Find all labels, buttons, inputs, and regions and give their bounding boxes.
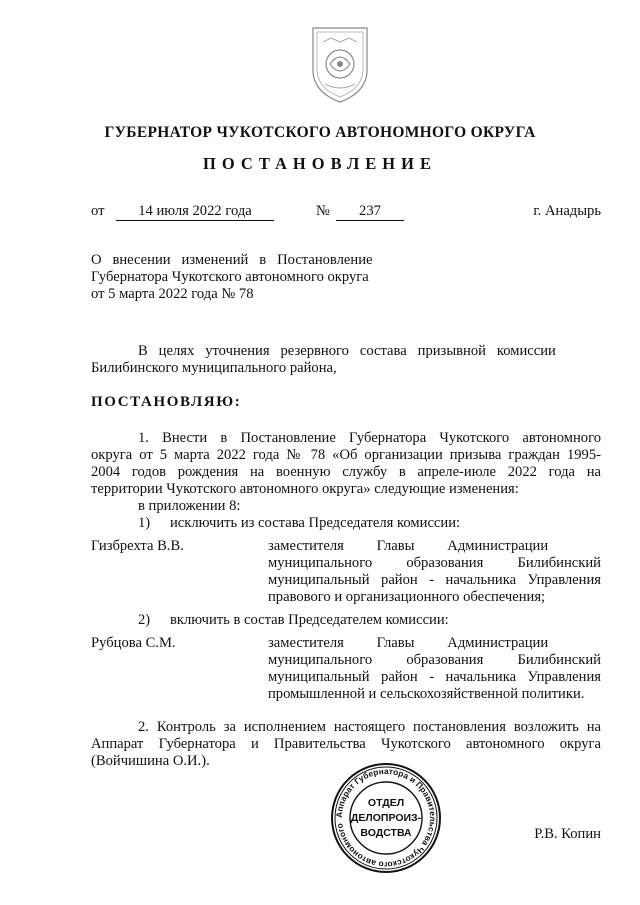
subitem2-number: 2): [138, 612, 151, 628]
person2-name: Рубцова С.М.: [91, 635, 176, 651]
item2-line-1: 2. Контроль за исполнением настоящего постановления возложить на: [138, 719, 601, 735]
item1-line-1: 1. Внести в Постановление Губернатора Чукотского автономного: [138, 430, 601, 446]
person1-position-line-4: правового и организационного обеспечения;: [268, 589, 546, 605]
preamble-line-2: Билибинского муниципального района,: [91, 360, 337, 376]
subitem1-number: 1): [138, 515, 151, 531]
person1-position-line-2: муниципального образования Билибинский: [268, 555, 601, 571]
item1-line-3: 2004 годов рождения на военную службу в апреле-июле 2022 года на: [91, 464, 601, 480]
subitem1-text: исключить из состава Председателя комиссии:: [170, 515, 461, 531]
person1-position-line-3: муниципальный район - начальника Управления: [268, 572, 601, 588]
person2-position-line-1: заместителя Главы Администрации: [268, 635, 549, 651]
subitem2-text: включить в состав Председателем комиссии:: [170, 612, 449, 628]
coat-of-arms-emblem: [307, 22, 373, 106]
number-label: №: [316, 203, 330, 219]
person2-position-line-2: муниципального образования Билибинский: [268, 652, 601, 668]
item1-line-4: территории Чукотского автономного округа» следующие изменения:: [91, 481, 519, 497]
document-number: 237: [336, 203, 404, 221]
subject-line-1: О внесении изменений в Постановление: [91, 252, 373, 268]
preamble-line-1: В целях уточнения резервного состава призывной комиссии: [138, 343, 556, 359]
stamp-center-line-3: ВОДСТВА: [360, 827, 412, 839]
document-date: 14 июля 2022 года: [116, 203, 274, 221]
stamp-center-line-1: ОТДЕЛ: [367, 797, 405, 809]
item2-line-3: (Войчишина О.И.).: [91, 753, 210, 769]
subject-line-3: от 5 марта 2022 года № 78: [91, 286, 254, 302]
subject-line-2: Губернатора Чукотского автономного округа: [91, 269, 369, 285]
date-prefix: от: [91, 203, 105, 219]
person1-name: Гизбрехта В.В.: [91, 538, 184, 554]
stamp-ring-text: Аппарат Губернатора и Правительства Чукотского автономного: [333, 765, 439, 871]
signatory-name: Р.В. Копин: [534, 826, 601, 842]
person1-position-line-1: заместителя Главы Администрации: [268, 538, 549, 554]
issuing-authority: ГУБЕРНАТОР ЧУКОТСКОГО АВТОНОМНОГО ОКРУГА: [104, 124, 536, 141]
decree-heading: ПОСТАНОВЛЯЮ:: [91, 394, 242, 410]
item2-line-2: Аппарат Губернатора и Правительства Чукотского автономного округа: [91, 736, 601, 752]
person2-position-line-3: муниципальный район - начальника Управления: [268, 669, 601, 685]
person2-position-line-4: промышленной и сельскохозяйственной политики.: [268, 686, 585, 702]
item1-line-2: округа от 5 марта 2022 года № 78 «Об организации призыва граждан 1995-: [91, 447, 601, 463]
document-type: ПОСТАНОВЛЕНИЕ: [203, 154, 437, 173]
document-place: г. Анадырь: [533, 203, 601, 219]
department-stamp: [330, 762, 442, 874]
stamp-center-line-2: ДЕЛОПРОИЗ-: [350, 812, 422, 824]
appendix-reference: в приложении 8:: [138, 498, 241, 514]
